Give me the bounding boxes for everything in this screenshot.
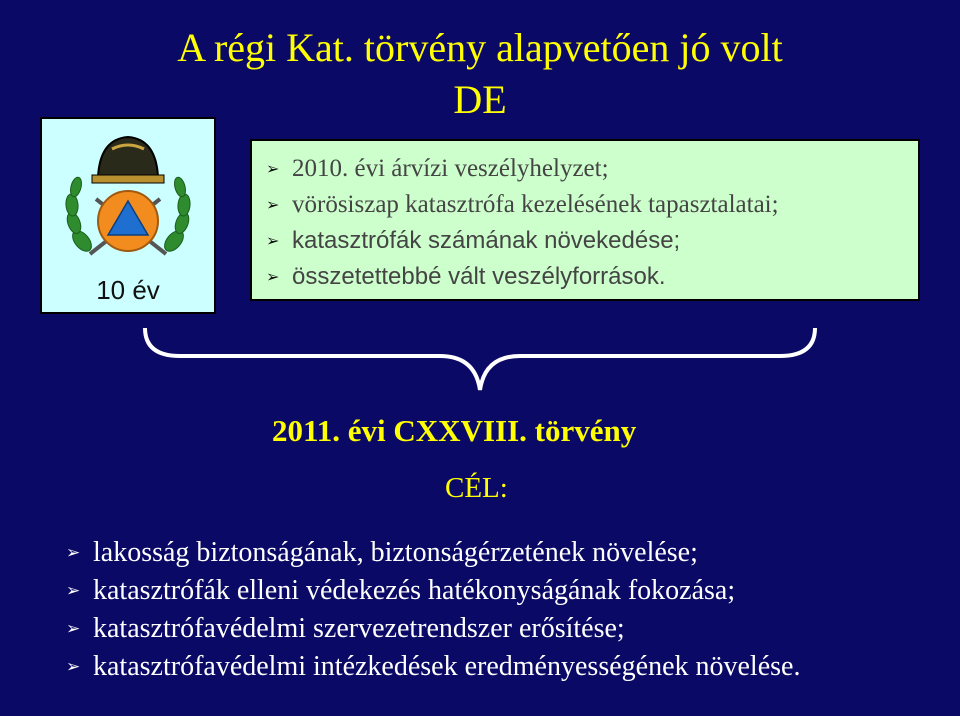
arrow-bullet-icon: ➢ [266,233,280,250]
arrow-bullet-icon: ➢ [66,619,81,638]
goal-item [66,648,800,686]
issue-item [266,187,918,223]
goal-text: katasztrófavédelmi intézkedések eredményességének növelése. [93,651,801,682]
law-title: 2011. évi CXXVIII. törvény [272,413,637,448]
arrow-bullet-icon: ➢ [266,161,280,178]
goal-item [66,534,800,572]
goal-text: katasztrófák elleni védekezés hatékonyságának fokozása; [93,575,736,606]
goal-label: CÉL: [445,472,508,504]
arrow-bullet-icon: ➢ [66,581,81,600]
goals-list [66,534,800,686]
goal-text: lakosság biztonságának, biztonságérzetének növelése; [93,537,698,568]
logo-caption: 10 év [96,275,160,305]
issue-text: összetettebbé vált veszélyforrások. [292,263,666,290]
arrow-bullet-icon: ➢ [266,269,280,286]
civil-protection-emblem-icon [60,129,196,269]
goal-item [66,572,800,610]
arrow-bullet-icon: ➢ [66,657,81,676]
issue-text: 2010. évi árvízi veszélyhelyzet; [292,155,609,182]
goal-text: katasztrófavédelmi szervezetrendszer erősítése; [93,613,625,644]
issue-text: vörösiszap katasztrófa kezelésének tapasztalatai; [292,191,779,218]
arrow-bullet-icon: ➢ [266,197,280,214]
issue-item [266,223,918,259]
slide-subtitle: DE [453,77,507,122]
slide-title: A régi Kat. törvény alapvetően jó volt [177,25,783,70]
goal-item [66,610,800,648]
issue-item [266,259,918,295]
arrow-bullet-icon: ➢ [66,543,81,562]
issue-text: katasztrófák számának növekedése; [292,227,681,254]
logo-box [40,117,216,314]
curly-brace-icon [140,318,820,398]
issue-item [266,151,918,187]
issues-box [250,139,920,301]
